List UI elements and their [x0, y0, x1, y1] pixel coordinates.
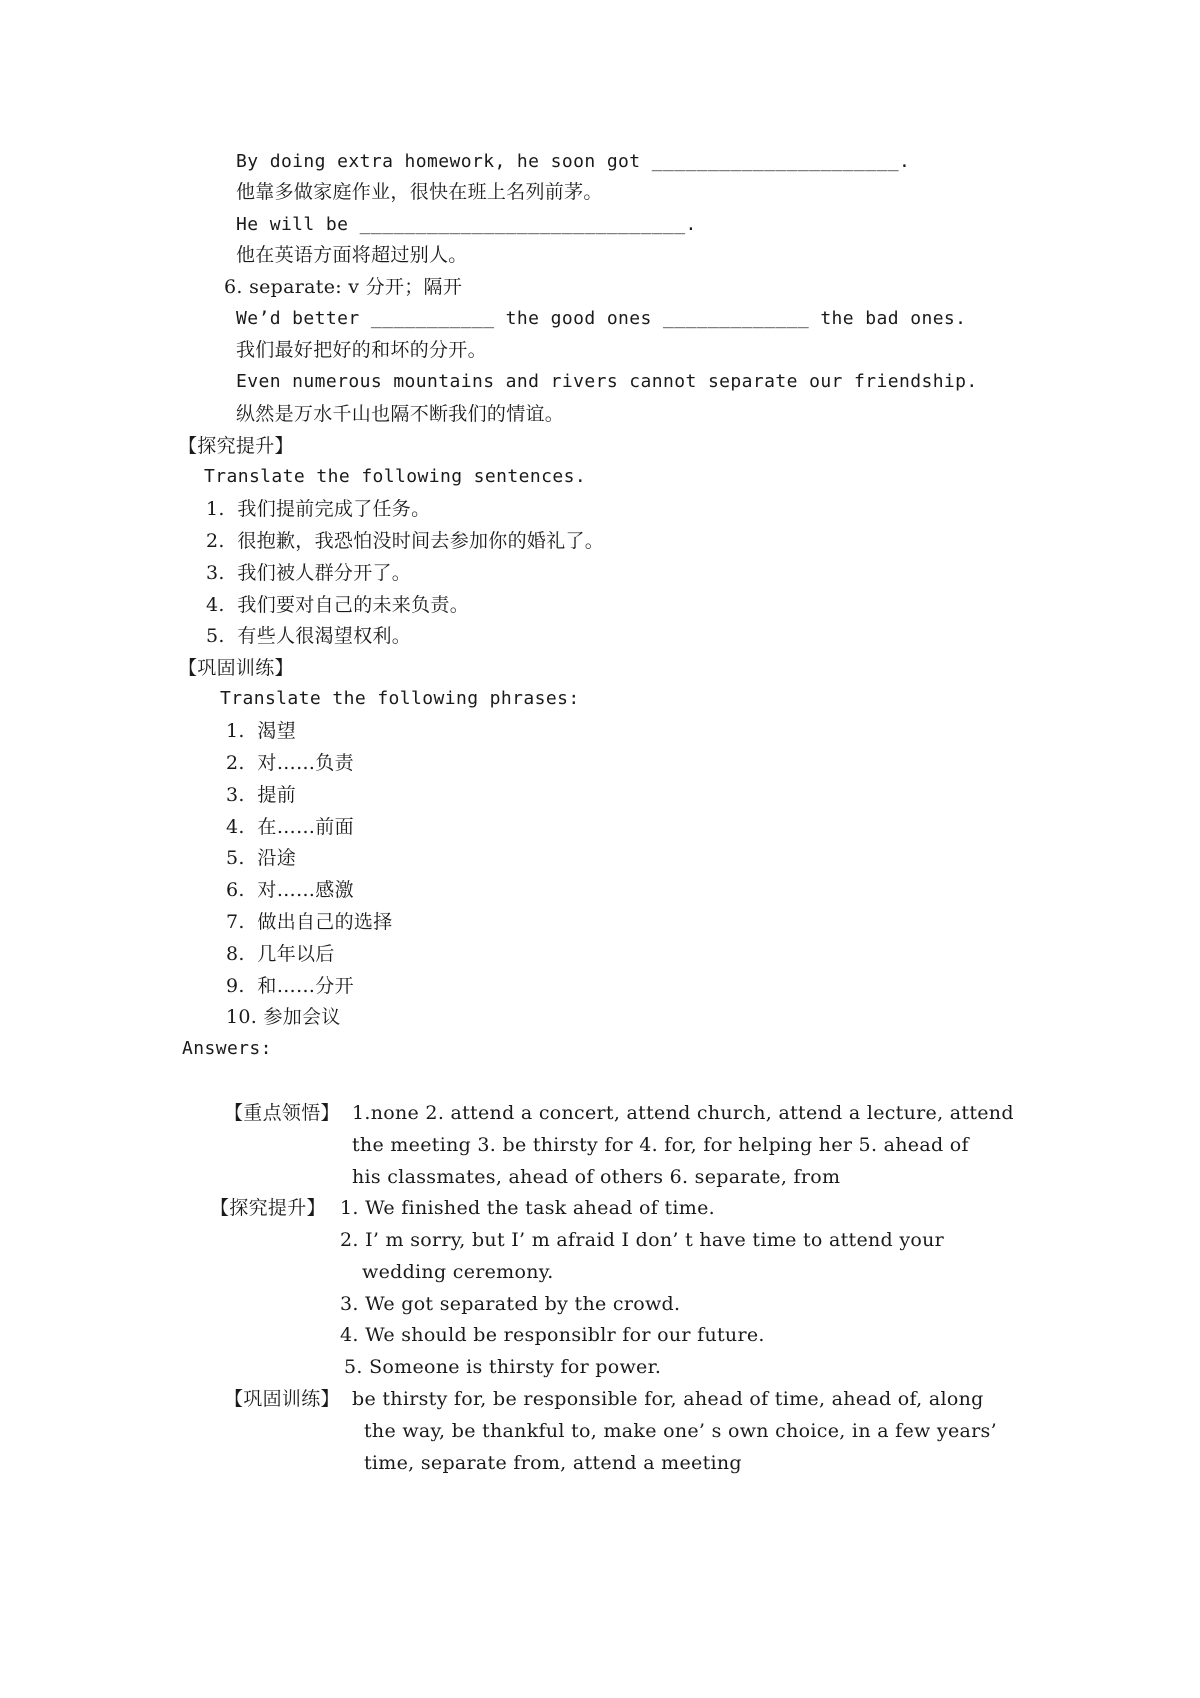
answers-heading: Answers:	[182, 1038, 272, 1059]
exercise-line-9: 纵然是万水千山也隔不断我们的情谊。	[236, 403, 565, 425]
consolidate-item-2: 2. 对……负责	[226, 752, 354, 774]
consolidate-heading: 【巩固训练】	[178, 657, 294, 679]
explore-instruction: Translate the following sentences.	[204, 466, 587, 487]
consolidate-item-1: 1. 渴望	[226, 720, 297, 742]
consolidate-item-6: 6. 对……感激	[226, 879, 354, 901]
exercise-line-5: 6. separate: v 分开；隔开	[224, 276, 463, 298]
exercise-line-2: 他靠多做家庭作业，很快在班上名列前茅。	[236, 181, 603, 203]
exercise-line-8: Even numerous mountains and rivers cannot separate our friendship.	[236, 371, 978, 392]
answers-explore-line-4: 3. We got separated by the crowd.	[340, 1293, 681, 1315]
answers-key-points-label: 【重点领悟】	[224, 1102, 340, 1124]
exercise-line-7: 我们最好把好的和坏的分开。	[236, 339, 487, 361]
consolidate-item-5: 5. 沿途	[226, 847, 297, 869]
answers-explore-label: 【探究提升】	[210, 1197, 326, 1219]
answers-consolidate-line-3: time, separate from, attend a meeting	[364, 1452, 742, 1474]
answers-explore-line-3: wedding ceremony.	[362, 1261, 554, 1283]
exercise-line-6: We’d better ___________ the good ones _____________ the bad ones.	[236, 308, 967, 329]
answers-consolidate-label: 【巩固训练】	[224, 1388, 340, 1410]
explore-item-2: 2. 很抱歉，我恐怕没时间去参加你的婚礼了。	[206, 530, 605, 552]
exercise-line-3: He will be _____________________________.	[236, 214, 697, 235]
consolidate-item-9: 9. 和……分开	[226, 975, 354, 997]
answers-explore-line-6: 5. Someone is thirsty for power.	[344, 1356, 662, 1378]
consolidate-item-7: 7. 做出自己的选择	[226, 911, 393, 933]
answers-key-points-line-3: his classmates, ahead of others 6. separate, from	[352, 1166, 841, 1188]
consolidate-item-4: 4. 在……前面	[226, 816, 354, 838]
answers-key-points-line-2: the meeting 3. be thirsty for 4. for, for helping her 5. ahead of	[352, 1134, 969, 1156]
answers-consolidate-line-1: be thirsty for, be responsible for, ahead of time, ahead of, along	[352, 1388, 984, 1410]
explore-item-5: 5. 有些人很渴望权利。	[206, 625, 412, 647]
consolidate-item-3: 3. 提前	[226, 784, 297, 806]
exercise-line-1: By doing extra homework, he soon got ______________________.	[236, 151, 911, 172]
answers-explore-line-5: 4. We should be responsiblr for our future.	[340, 1324, 765, 1346]
consolidate-item-10: 10. 参加会议	[226, 1006, 341, 1028]
explore-heading: 【探究提升】	[178, 435, 294, 457]
exercise-line-4: 他在英语方面将超过别人。	[236, 244, 468, 266]
answers-explore-line-1: 1. We finished the task ahead of time.	[340, 1197, 715, 1219]
answers-explore-line-2: 2. I’ m sorry, but I’ m afraid I don’ t have time to attend your	[340, 1229, 945, 1251]
explore-item-4: 4. 我们要对自己的未来负责。	[206, 594, 470, 616]
answers-consolidate-line-2: the way, be thankful to, make one’ s own choice, in a few years’	[364, 1420, 997, 1442]
consolidate-instruction: Translate the following phrases:	[220, 688, 580, 709]
answers-key-points-line-1: 1.none 2. attend a concert, attend church, attend a lecture, attend	[352, 1102, 1014, 1124]
explore-item-1: 1. 我们提前完成了任务。	[206, 498, 431, 520]
explore-item-3: 3. 我们被人群分开了。	[206, 562, 412, 584]
consolidate-item-8: 8. 几年以后	[226, 943, 335, 965]
